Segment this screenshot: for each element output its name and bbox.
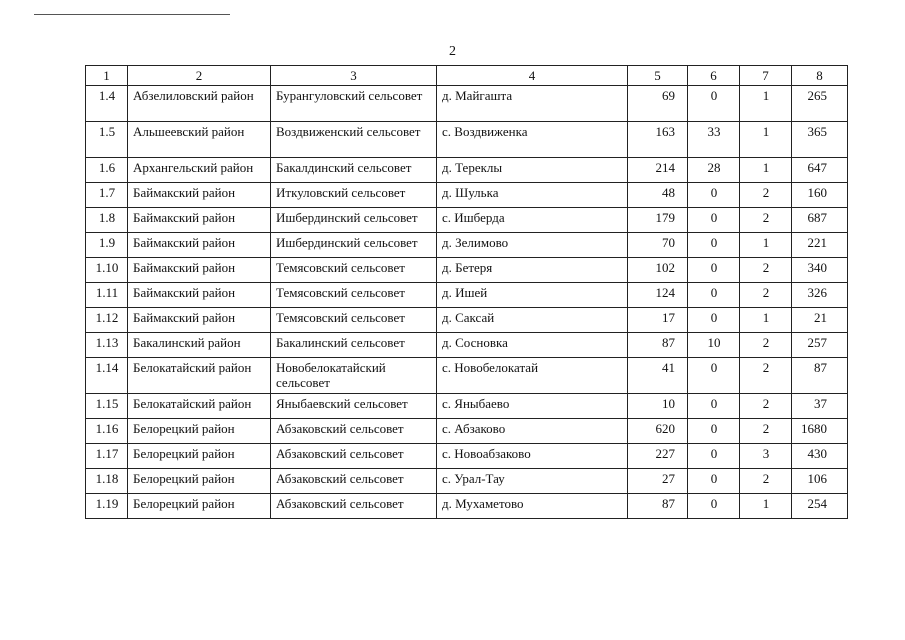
row-number-cell: 1.9 [86,233,128,258]
district-cell: Баймакский район [128,283,271,308]
district-cell: Баймакский район [128,258,271,283]
value-6-cell: 0 [688,308,740,333]
value-6-cell: 0 [688,394,740,419]
row-number-cell: 1.10 [86,258,128,283]
table-row [86,258,848,283]
value-5-cell: 227 [628,444,688,469]
row-number-cell: 1.18 [86,469,128,494]
table-row [86,333,848,358]
value-8-cell: 257 [792,333,848,358]
row-number-cell: 1.5 [86,122,128,158]
council-cell: Темясовский сельсовет [271,283,437,308]
value-8-cell: 687 [792,208,848,233]
value-6-cell: 0 [688,494,740,519]
header-cell: 6 [688,66,740,86]
table-row [86,122,848,158]
table-row [86,444,848,469]
value-7-cell: 2 [740,258,792,283]
value-7-cell: 1 [740,158,792,183]
value-5-cell: 48 [628,183,688,208]
row-number-cell: 1.6 [86,158,128,183]
row-number-cell: 1.16 [86,419,128,444]
value-8-cell: 160 [792,183,848,208]
header-cell: 7 [740,66,792,86]
value-6-cell: 0 [688,233,740,258]
district-cell: Белокатайский район [128,394,271,419]
value-6-cell: 0 [688,358,740,394]
value-8-cell: 254 [792,494,848,519]
value-7-cell: 2 [740,283,792,308]
value-8-cell: 326 [792,283,848,308]
district-cell: Баймакский район [128,233,271,258]
council-cell: Ишбердинский сельсовет [271,233,437,258]
value-6-cell: 0 [688,183,740,208]
council-cell: Бакалинский сельсовет [271,333,437,358]
settlement-cell: д. Майгашта [437,86,628,122]
settlement-cell: д. Шулька [437,183,628,208]
table-row [86,308,848,333]
value-5-cell: 69 [628,86,688,122]
value-7-cell: 1 [740,494,792,519]
council-cell: Иткуловский сельсовет [271,183,437,208]
settlement-cell: с. Новобелокатай [437,358,628,394]
council-cell: Абзаковский сельсовет [271,469,437,494]
row-number-cell: 1.13 [86,333,128,358]
settlement-cell: д. Саксай [437,308,628,333]
value-8-cell: 37 [792,394,848,419]
value-5-cell: 87 [628,494,688,519]
district-cell: Белорецкий район [128,419,271,444]
value-7-cell: 2 [740,183,792,208]
settlement-cell: д. Ишей [437,283,628,308]
header-row [86,66,848,86]
table-row [86,394,848,419]
value-6-cell: 0 [688,86,740,122]
value-5-cell: 620 [628,419,688,444]
district-cell: Баймакский район [128,308,271,333]
table-row [86,469,848,494]
settlement-cell: д. Бетеря [437,258,628,283]
table-row [86,358,848,394]
value-5-cell: 70 [628,233,688,258]
district-cell: Баймакский район [128,183,271,208]
district-cell: Абзелиловский район [128,86,271,122]
header-cell: 2 [128,66,271,86]
value-5-cell: 17 [628,308,688,333]
settlement-cell: д. Сосновка [437,333,628,358]
value-7-cell: 1 [740,233,792,258]
council-cell: Абзаковский сельсовет [271,444,437,469]
value-8-cell: 221 [792,233,848,258]
district-cell: Альшеевский район [128,122,271,158]
row-number-cell: 1.4 [86,86,128,122]
settlement-cell: с. Урал-Тау [437,469,628,494]
council-cell: Яныбаевский сельсовет [271,394,437,419]
table-row [86,283,848,308]
value-7-cell: 3 [740,444,792,469]
table-row [86,208,848,233]
settlement-cell: д. Тереклы [437,158,628,183]
council-cell: Новобелокатайский сельсовет [271,358,437,394]
row-number-cell: 1.12 [86,308,128,333]
council-cell: Абзаковский сельсовет [271,494,437,519]
table-row [86,86,848,122]
data-table [85,65,848,519]
value-5-cell: 27 [628,469,688,494]
district-cell: Белорецкий район [128,469,271,494]
district-cell: Белокатайский район [128,358,271,394]
value-7-cell: 2 [740,394,792,419]
table-row [86,158,848,183]
settlement-cell: с. Ишберда [437,208,628,233]
settlement-cell: с. Абзаково [437,419,628,444]
settlement-cell: с. Воздвиженка [437,122,628,158]
value-5-cell: 124 [628,283,688,308]
value-8-cell: 647 [792,158,848,183]
value-8-cell: 21 [792,308,848,333]
value-6-cell: 0 [688,419,740,444]
header-cell: 5 [628,66,688,86]
row-number-cell: 1.8 [86,208,128,233]
settlement-cell: д. Мухаметово [437,494,628,519]
district-cell: Баймакский район [128,208,271,233]
settlement-cell: с. Яныбаево [437,394,628,419]
council-cell: Бурангуловский сельсовет [271,86,437,122]
value-5-cell: 41 [628,358,688,394]
top-rule [34,14,230,15]
value-7-cell: 1 [740,86,792,122]
page-number: 2 [449,44,456,59]
value-7-cell: 2 [740,419,792,444]
value-8-cell: 87 [792,358,848,394]
table-row [86,233,848,258]
value-6-cell: 0 [688,208,740,233]
council-cell: Абзаковский сельсовет [271,419,437,444]
district-cell: Белорецкий район [128,494,271,519]
table-row [86,494,848,519]
header-cell: 3 [271,66,437,86]
district-cell: Архангельский район [128,158,271,183]
row-number-cell: 1.15 [86,394,128,419]
value-6-cell: 28 [688,158,740,183]
value-5-cell: 102 [628,258,688,283]
value-7-cell: 1 [740,308,792,333]
value-5-cell: 87 [628,333,688,358]
table-body [86,86,848,519]
row-number-cell: 1.19 [86,494,128,519]
district-cell: Белорецкий район [128,444,271,469]
value-6-cell: 0 [688,258,740,283]
value-5-cell: 163 [628,122,688,158]
row-number-cell: 1.7 [86,183,128,208]
value-7-cell: 2 [740,358,792,394]
value-6-cell: 10 [688,333,740,358]
header-cell: 1 [86,66,128,86]
council-cell: Ишбердинский сельсовет [271,208,437,233]
value-6-cell: 0 [688,469,740,494]
value-8-cell: 265 [792,86,848,122]
value-5-cell: 214 [628,158,688,183]
value-7-cell: 2 [740,333,792,358]
value-6-cell: 33 [688,122,740,158]
row-number-cell: 1.11 [86,283,128,308]
value-5-cell: 179 [628,208,688,233]
district-cell: Бакалинский район [128,333,271,358]
settlement-cell: д. Зелимово [437,233,628,258]
value-7-cell: 2 [740,208,792,233]
value-8-cell: 365 [792,122,848,158]
value-8-cell: 1680 [792,419,848,444]
value-5-cell: 10 [628,394,688,419]
value-6-cell: 0 [688,444,740,469]
table-row [86,419,848,444]
council-cell: Темясовский сельсовет [271,308,437,333]
row-number-cell: 1.14 [86,358,128,394]
value-8-cell: 340 [792,258,848,283]
council-cell: Воздвиженский сельсовет [271,122,437,158]
council-cell: Бакалдинский сельсовет [271,158,437,183]
header-cell: 4 [437,66,628,86]
row-number-cell: 1.17 [86,444,128,469]
council-cell: Темясовский сельсовет [271,258,437,283]
value-8-cell: 106 [792,469,848,494]
value-6-cell: 0 [688,283,740,308]
settlement-cell: с. Новоабзаково [437,444,628,469]
header-cell: 8 [792,66,848,86]
value-7-cell: 2 [740,469,792,494]
value-8-cell: 430 [792,444,848,469]
table-row [86,183,848,208]
value-7-cell: 1 [740,122,792,158]
